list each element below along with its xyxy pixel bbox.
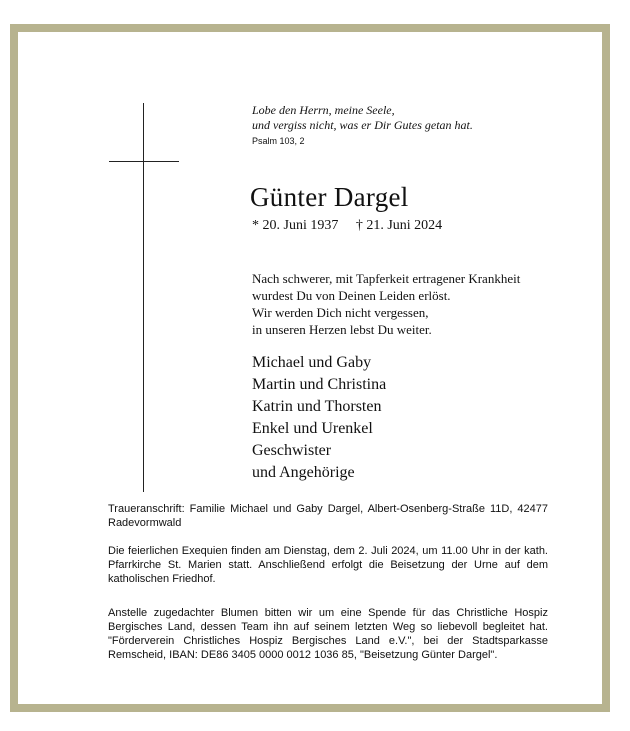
mourner-entry: Michael und Gaby bbox=[252, 354, 372, 371]
funeral-service-notice: Die feierlichen Exequien finden am Dienstag, dem 2. Juli 2024, um 11.00 Uhr in der kath. Pfarrkirche St. Marien statt. Anschließend erfolgt die Beisetzung der Urne auf dem katholischen Friedhof. bbox=[108, 545, 548, 585]
bible-verse bbox=[252, 103, 473, 133]
mourner-entry: Geschwister bbox=[252, 442, 332, 459]
birth-date: * 20. Juni 1937 bbox=[252, 218, 339, 233]
mourning-address: Traueranschrift: Familie Michael und Gaby Dargel, Albert-Osenberg-Straße 11D, 42477 Radevormwald bbox=[108, 503, 548, 529]
verse-line: und vergiss nicht, was er Dir Gutes getan hat. bbox=[252, 118, 473, 132]
farewell-poem bbox=[252, 270, 520, 338]
poem-line: Wir werden Dich nicht vergessen, bbox=[252, 305, 429, 320]
poem-line: Nach schwerer, mit Tapferkeit ertragener Krankheit bbox=[252, 271, 521, 286]
deceased-name: Günter Dargel bbox=[250, 182, 409, 212]
poem-line: in unseren Herzen lebst Du weiter. bbox=[252, 322, 432, 337]
verse-reference: Psalm 103, 2 bbox=[252, 136, 305, 146]
cross-icon-horizontal bbox=[109, 161, 179, 162]
life-dates bbox=[252, 218, 442, 234]
mourners-list bbox=[252, 352, 386, 484]
mourner-entry: Enkel und Urenkel bbox=[252, 420, 373, 437]
obituary-frame bbox=[10, 24, 610, 712]
mourner-entry: Martin und Christina bbox=[252, 376, 387, 393]
death-date: † 21. Juni 2024 bbox=[355, 218, 443, 233]
poem-line: wurdest Du von Deinen Leiden erlöst. bbox=[252, 288, 451, 303]
verse-line: Lobe den Herrn, meine Seele, bbox=[252, 103, 395, 117]
donation-notice: Anstelle zugedachter Blumen bitten wir um eine Spende für das Christliche Hospiz Bergisches Land, dessen Team ihn auf seinem letzten Weg so liebevoll begleitet hat. "Förderverein Christliches Hospiz Bergisches Land e.V.", bei der Stadtsparkasse Remscheid, IBAN: DE86 3405 0000 0012 1036 85, "Beisetzung Günter Dargel". bbox=[108, 607, 548, 661]
mourner-entry: Katrin und Thorsten bbox=[252, 398, 382, 415]
mourner-entry: und Angehörige bbox=[252, 464, 355, 481]
